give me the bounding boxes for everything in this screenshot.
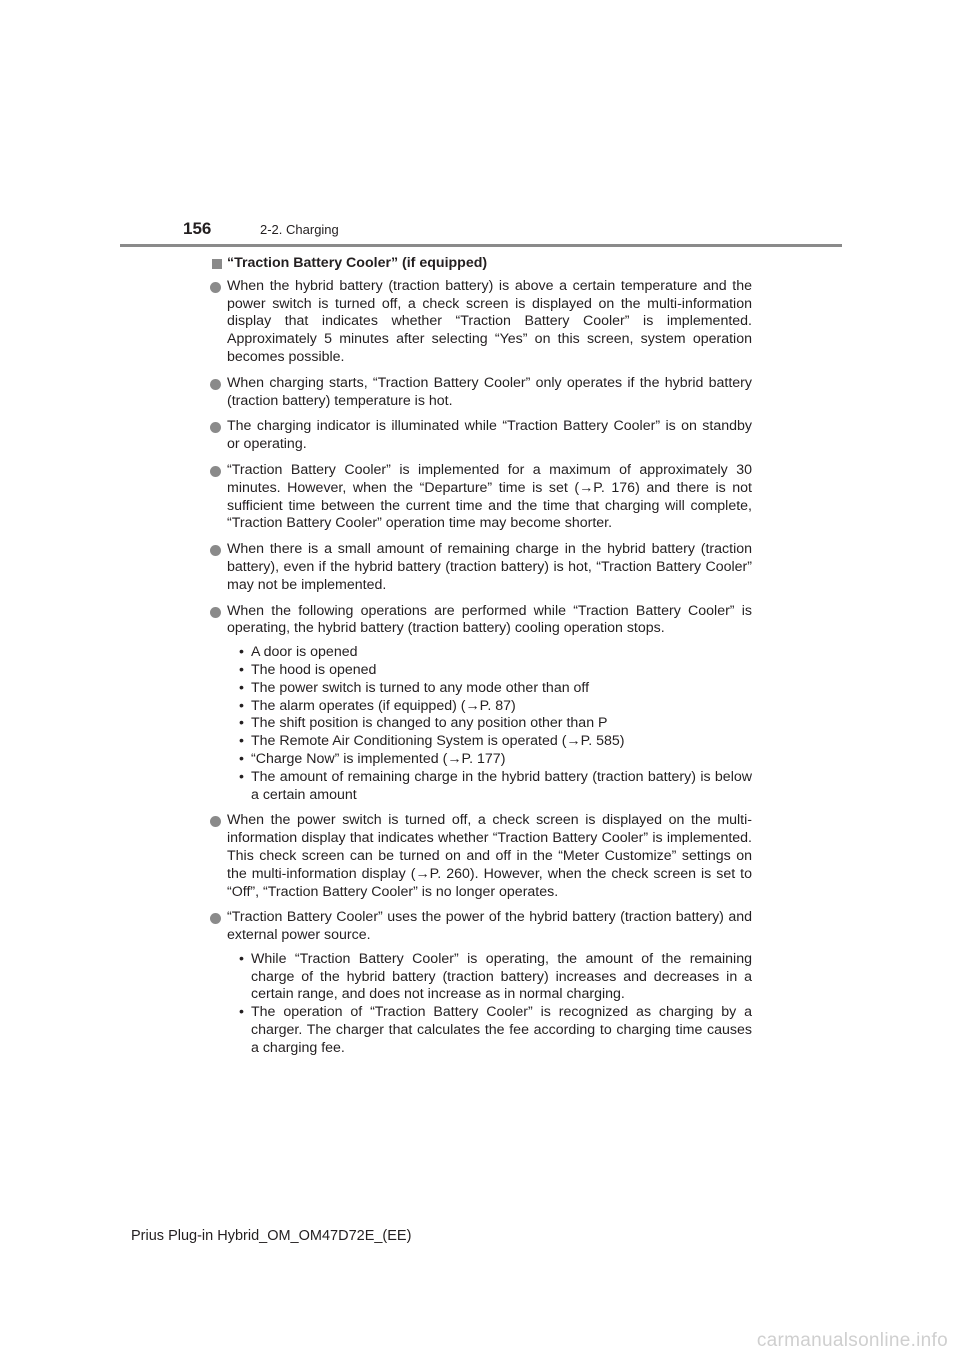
bullet-paragraph — [210, 418, 752, 454]
power-notes-list — [227, 951, 752, 1058]
section-title: “Traction Battery Cooler” (if equipped) — [227, 255, 488, 271]
circle-bullet-icon — [210, 379, 221, 390]
bullet-paragraph — [210, 812, 752, 901]
paragraph-text: The charging indicator is illuminated while “Traction Battery Cooler” is on standby or operating. — [227, 418, 752, 453]
paragraph-text: When the following operations are performed while “Traction Battery Cooler” is operating, the hybrid battery (traction battery) cooling operation stops. — [227, 602, 752, 637]
list-item-text: The alarm operates (if equipped) (→P. 87) — [251, 697, 516, 714]
bullet-paragraph — [210, 603, 752, 639]
list-item: • The operation of “Traction Battery Cooler” is recognized as charging by a charger. The charger that calculates the fee according to charging time causes a charging fee. — [239, 1004, 752, 1056]
circle-bullet-icon — [210, 422, 221, 433]
bullet-paragraph — [210, 278, 752, 367]
list-item: • A door is opened — [239, 644, 358, 661]
paragraph-text: When the hybrid battery (traction battery) is above a certain temperature and the power switch is turned off, a check screen is displayed on the multi-information display that indicates whether “Traction Battery Cooler” is implemented. Approximately 5 minutes after selecting “Yes” on this screen, system operation becomes possible. — [227, 277, 752, 365]
page-footer: Prius Plug-in Hybrid_OM_OM47D72E_(EE) — [131, 1228, 412, 1244]
circle-bullet-icon — [210, 545, 221, 556]
bullet-paragraph — [210, 462, 752, 533]
list-item-text: A door is opened — [251, 644, 358, 661]
watermark: carmanualsonline.info — [756, 1330, 948, 1351]
paragraph-text: When the power switch is turned off, a check screen is displayed on the multi-information display that indicates whether “Traction Battery Cooler” is implemented. This check screen can be turned on and off in the “Meter Customize” settings on the multi-information display (→P. 260). However, when the check screen is set to “Off”, “Traction Battery Cooler” is no longer operates. — [227, 812, 752, 900]
circle-bullet-icon — [210, 607, 221, 618]
paragraph-text: “Traction Battery Cooler” uses the power of the hybrid battery (traction battery) and external power source. — [227, 909, 752, 944]
circle-bullet-icon — [210, 816, 221, 827]
page-content — [210, 255, 752, 1066]
list-item-text: The operation of “Traction Battery Cooler” is recognized as charging by a charger. The charger that calculates the fee according to charging time causes a charging fee. — [251, 1004, 752, 1056]
section-label: 2-2. Charging — [260, 222, 339, 237]
list-item-text: The Remote Air Conditioning System is operated (→P. 585) — [251, 733, 625, 750]
list-item: • The amount of remaining charge in the hybrid battery (traction battery) is below a certain amount — [239, 768, 752, 803]
section-heading — [210, 255, 752, 273]
bullet-paragraph — [210, 375, 752, 411]
list-item: • The alarm operates (if equipped) (→P. 87) — [239, 697, 516, 714]
list-item: • “Charge Now” is implemented (→P. 177) — [239, 750, 506, 767]
bullet-paragraph — [210, 909, 752, 945]
list-item-text: The amount of remaining charge in the hybrid battery (traction battery) is below a certain amount — [251, 768, 752, 803]
paragraph-text: When there is a small amount of remaining charge in the hybrid battery (traction battery), even if the hybrid battery (traction battery) is hot, “Traction Battery Cooler” may not be implemented. — [227, 541, 752, 593]
list-item: • The shift position is changed to any position other than P — [239, 715, 608, 732]
circle-bullet-icon — [210, 913, 221, 924]
bullet-paragraph — [210, 541, 752, 594]
header-divider — [120, 244, 842, 247]
list-item-text: The hood is opened — [251, 661, 377, 678]
list-item: • The Remote Air Conditioning System is operated (→P. 585) — [239, 733, 625, 750]
circle-bullet-icon — [210, 282, 221, 293]
circle-bullet-icon — [210, 466, 221, 477]
list-item: • The power switch is turned to any mode other than off — [239, 679, 590, 696]
list-item: • While “Traction Battery Cooler” is operating, the amount of the remaining charge of the hybrid battery (traction battery) increases and decreases in a certain range, and does not increase as in normal charging. — [239, 950, 752, 1003]
list-item: • The hood is opened — [239, 661, 377, 678]
paragraph-text: “Traction Battery Cooler” is implemented for a maximum of approximately 30 minutes. However, when the “Departure” time is set (→P. 176) and there is not sufficient time between the current time and the time that charging will complete, “Traction Battery Cooler” operation time may become shorter. — [227, 461, 752, 532]
list-item-text: The power switch is turned to any mode other than off — [251, 679, 590, 696]
paragraph-text: When charging starts, “Traction Battery Cooler” only operates if the hybrid battery (traction battery) temperature is hot. — [227, 374, 752, 409]
list-item-text: While “Traction Battery Cooler” is operating, the amount of the remaining charge of the hybrid battery (traction battery) increases and decreases in a certain range, and does not increase as in normal charging. — [251, 950, 752, 1003]
stop-conditions-list — [227, 644, 752, 804]
page-number: 156 — [183, 219, 212, 238]
list-item-text: The shift position is changed to any position other than P — [251, 715, 608, 732]
square-bullet-icon — [212, 259, 222, 269]
list-item-text: “Charge Now” is implemented (→P. 177) — [251, 750, 506, 767]
